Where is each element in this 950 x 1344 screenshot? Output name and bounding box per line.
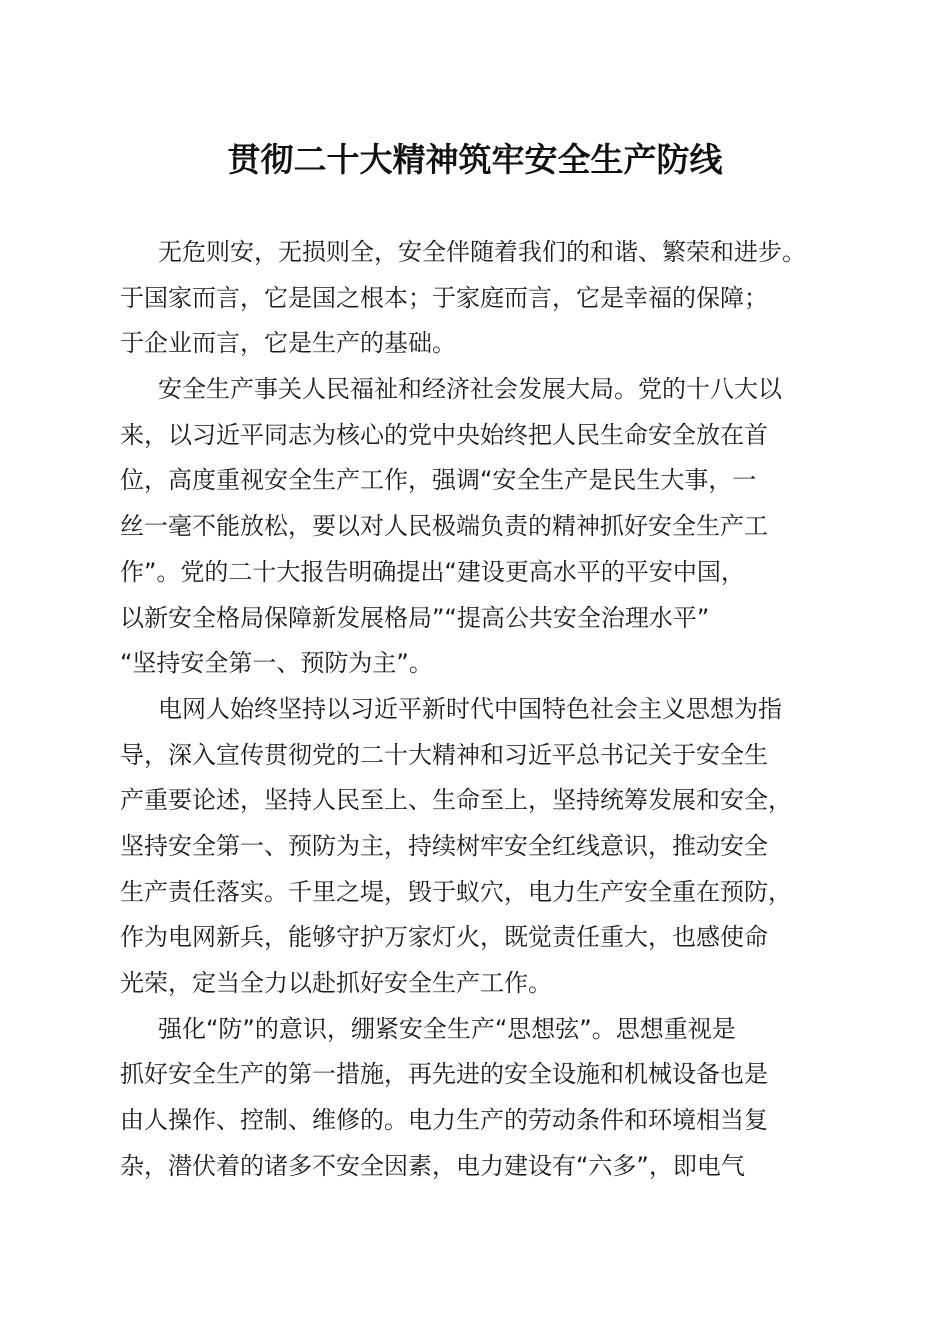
document-body <box>120 230 835 1189</box>
text-line: 作为电网新兵，能够守护万家灯火，既觉责任重大，也感使命 <box>120 923 768 952</box>
paragraph-2 <box>120 367 835 687</box>
paragraph-1 <box>120 230 835 367</box>
text-line: 由人操作、控制、维修的。电力生产的劳动条件和环境相当复 <box>120 1106 768 1135</box>
document-title: 贯彻二十大精神筑牢安全生产防线 <box>227 140 723 179</box>
text-line: 抓好安全生产的第一措施，再先进的安全设施和机械设备也是 <box>120 1060 768 1089</box>
text-line: 以新安全格局保障新发展格局”“提高公共安全治理水平” <box>120 603 710 632</box>
text-line: 作”。党的二十大报告明确提出“建设更高水平的平安中国， <box>120 557 745 586</box>
text-line: 导，深入宣传贯彻党的二十大精神和习近平总书记关于安全生 <box>120 740 768 769</box>
text-line: 光荣，定当全力以赴抓好安全生产工作。 <box>120 969 552 997</box>
paragraph-4 <box>120 1007 835 1190</box>
text-line: 无危则安，无损则全，安全伴随着我们的和谐、繁荣和进步。 <box>158 238 806 266</box>
text-line: 丝一毫不能放松，要以对人民极端负责的精神抓好安全生产工 <box>120 512 768 541</box>
text-line: 生产责任落实。千里之堤，毁于蚁穴，电力生产安全重在预防， <box>120 877 792 906</box>
text-line: 坚持安全第一、预防为主，持续树牢安全红线意识，推动安全 <box>120 831 768 860</box>
text-line: 安全生产事关人民福祉和经济社会发展大局。党的十八大以 <box>158 375 782 404</box>
text-line: 产重要论述，坚持人民至上、生命至上，坚持统筹发展和安全， <box>120 786 792 815</box>
text-line: 来，以习近平同志为核心的党中央始终把人民生命安全放在首 <box>120 420 768 449</box>
text-line: “坚持安全第一、预防为主”。 <box>120 649 433 678</box>
text-line: 于国家而言，它是国之根本；于家庭而言，它是幸福的保障； <box>120 283 768 312</box>
text-line: 杂，潜伏着的诸多不安全因素，电力建设有“六多”，即电气 <box>120 1151 745 1180</box>
paragraph-3 <box>120 687 835 1007</box>
text-line: 位，高度重视安全生产工作，强调“安全生产是民生大事，一 <box>120 466 757 495</box>
text-line: 于企业而言，它是生产的基础。 <box>120 329 456 358</box>
text-line: 电网人始终坚持以习近平新时代中国特色社会主义思想为指 <box>158 694 782 723</box>
text-line: 强化“防”的意识，绷紧安全生产“思想弦”。思想重视是 <box>158 1014 736 1043</box>
